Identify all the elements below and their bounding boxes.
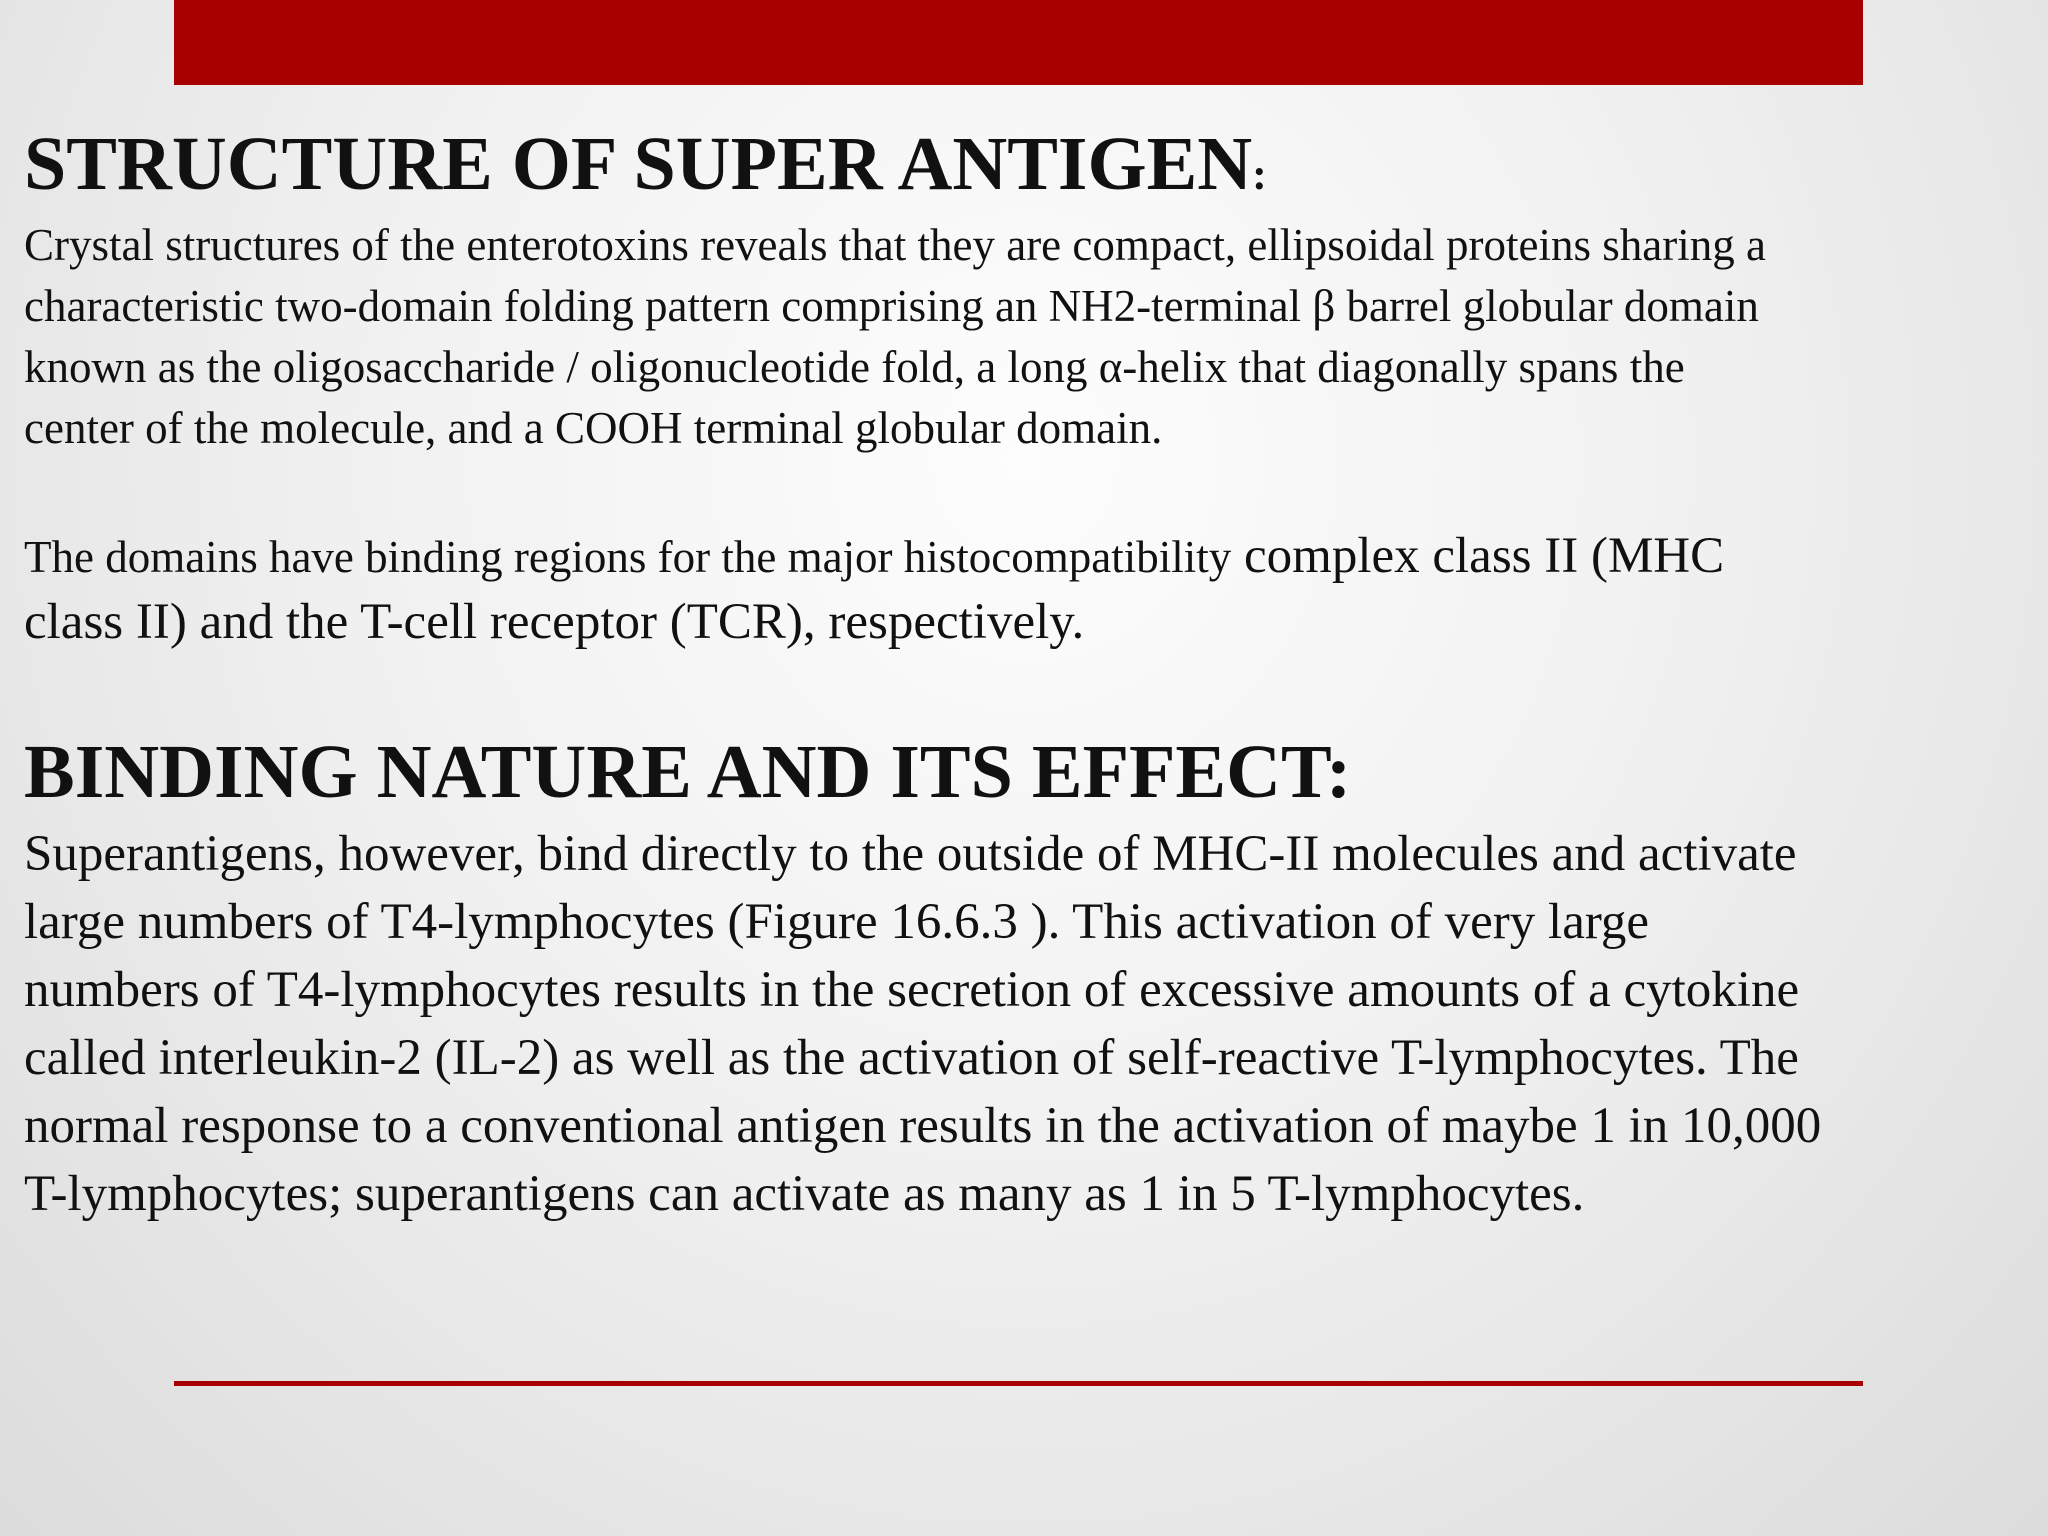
heading-colon: :: [1252, 150, 1267, 199]
paragraph-line: Crystal structures of the enterotoxins reveals that they are compact, ellipsoidal proteins sharing a: [24, 220, 1766, 270]
paragraph-line: normal response to a conventional antigen results in the activation of maybe 1 in 10,000: [24, 1098, 1822, 1154]
paragraph-line: Superantigens, however, bind directly to the outside of MHC-II molecules and activate: [24, 826, 1797, 882]
paragraph-line: known as the oligosaccharide / oligonucleotide fold, a long α-helix that diagonally spans the: [24, 342, 1685, 392]
paragraph-line: large numbers of T4-lymphocytes (Figure 16.6.3 ). This activation of very large: [24, 894, 1650, 950]
section-heading-binding: BINDING NATURE AND ITS EFFECT:: [24, 730, 1352, 814]
paragraph-segment-small: The domains have binding regions for the major histocompatibility: [24, 532, 1232, 582]
paragraph-line: T-lymphocytes; superantigens can activate as many as 1 in 5 T-lymphocytes.: [24, 1166, 1585, 1222]
top-accent-bar: [174, 0, 1863, 85]
paragraph-line: center of the molecule, and a COOH terminal globular domain.: [24, 403, 1163, 453]
domains-paragraph: [24, 524, 2028, 655]
paragraph-line: called interleukin-2 (IL-2) as well as the activation of self-reactive T-lymphocytes. The: [24, 1030, 1799, 1086]
paragraph-line: numbers of T4-lymphocytes results in the secretion of excessive amounts of a cytokine: [24, 962, 1800, 1018]
section-heading-structure: [24, 122, 1267, 206]
paragraph-line: class II) and the T-cell receptor (TCR), respectively.: [24, 594, 1085, 650]
bottom-accent-rule: [174, 1381, 1863, 1386]
paragraph-segment-large: complex class II (MHC: [1231, 528, 1725, 584]
heading-text: STRUCTURE OF SUPER ANTIGEN: [24, 122, 1253, 206]
structure-paragraph: [24, 215, 2028, 459]
paragraph-line: characteristic two-domain folding pattern comprising an NH2-terminal β barrel globular domain: [24, 281, 1759, 331]
paragraph-line: [24, 524, 2028, 590]
binding-paragraph: [24, 820, 2028, 1228]
